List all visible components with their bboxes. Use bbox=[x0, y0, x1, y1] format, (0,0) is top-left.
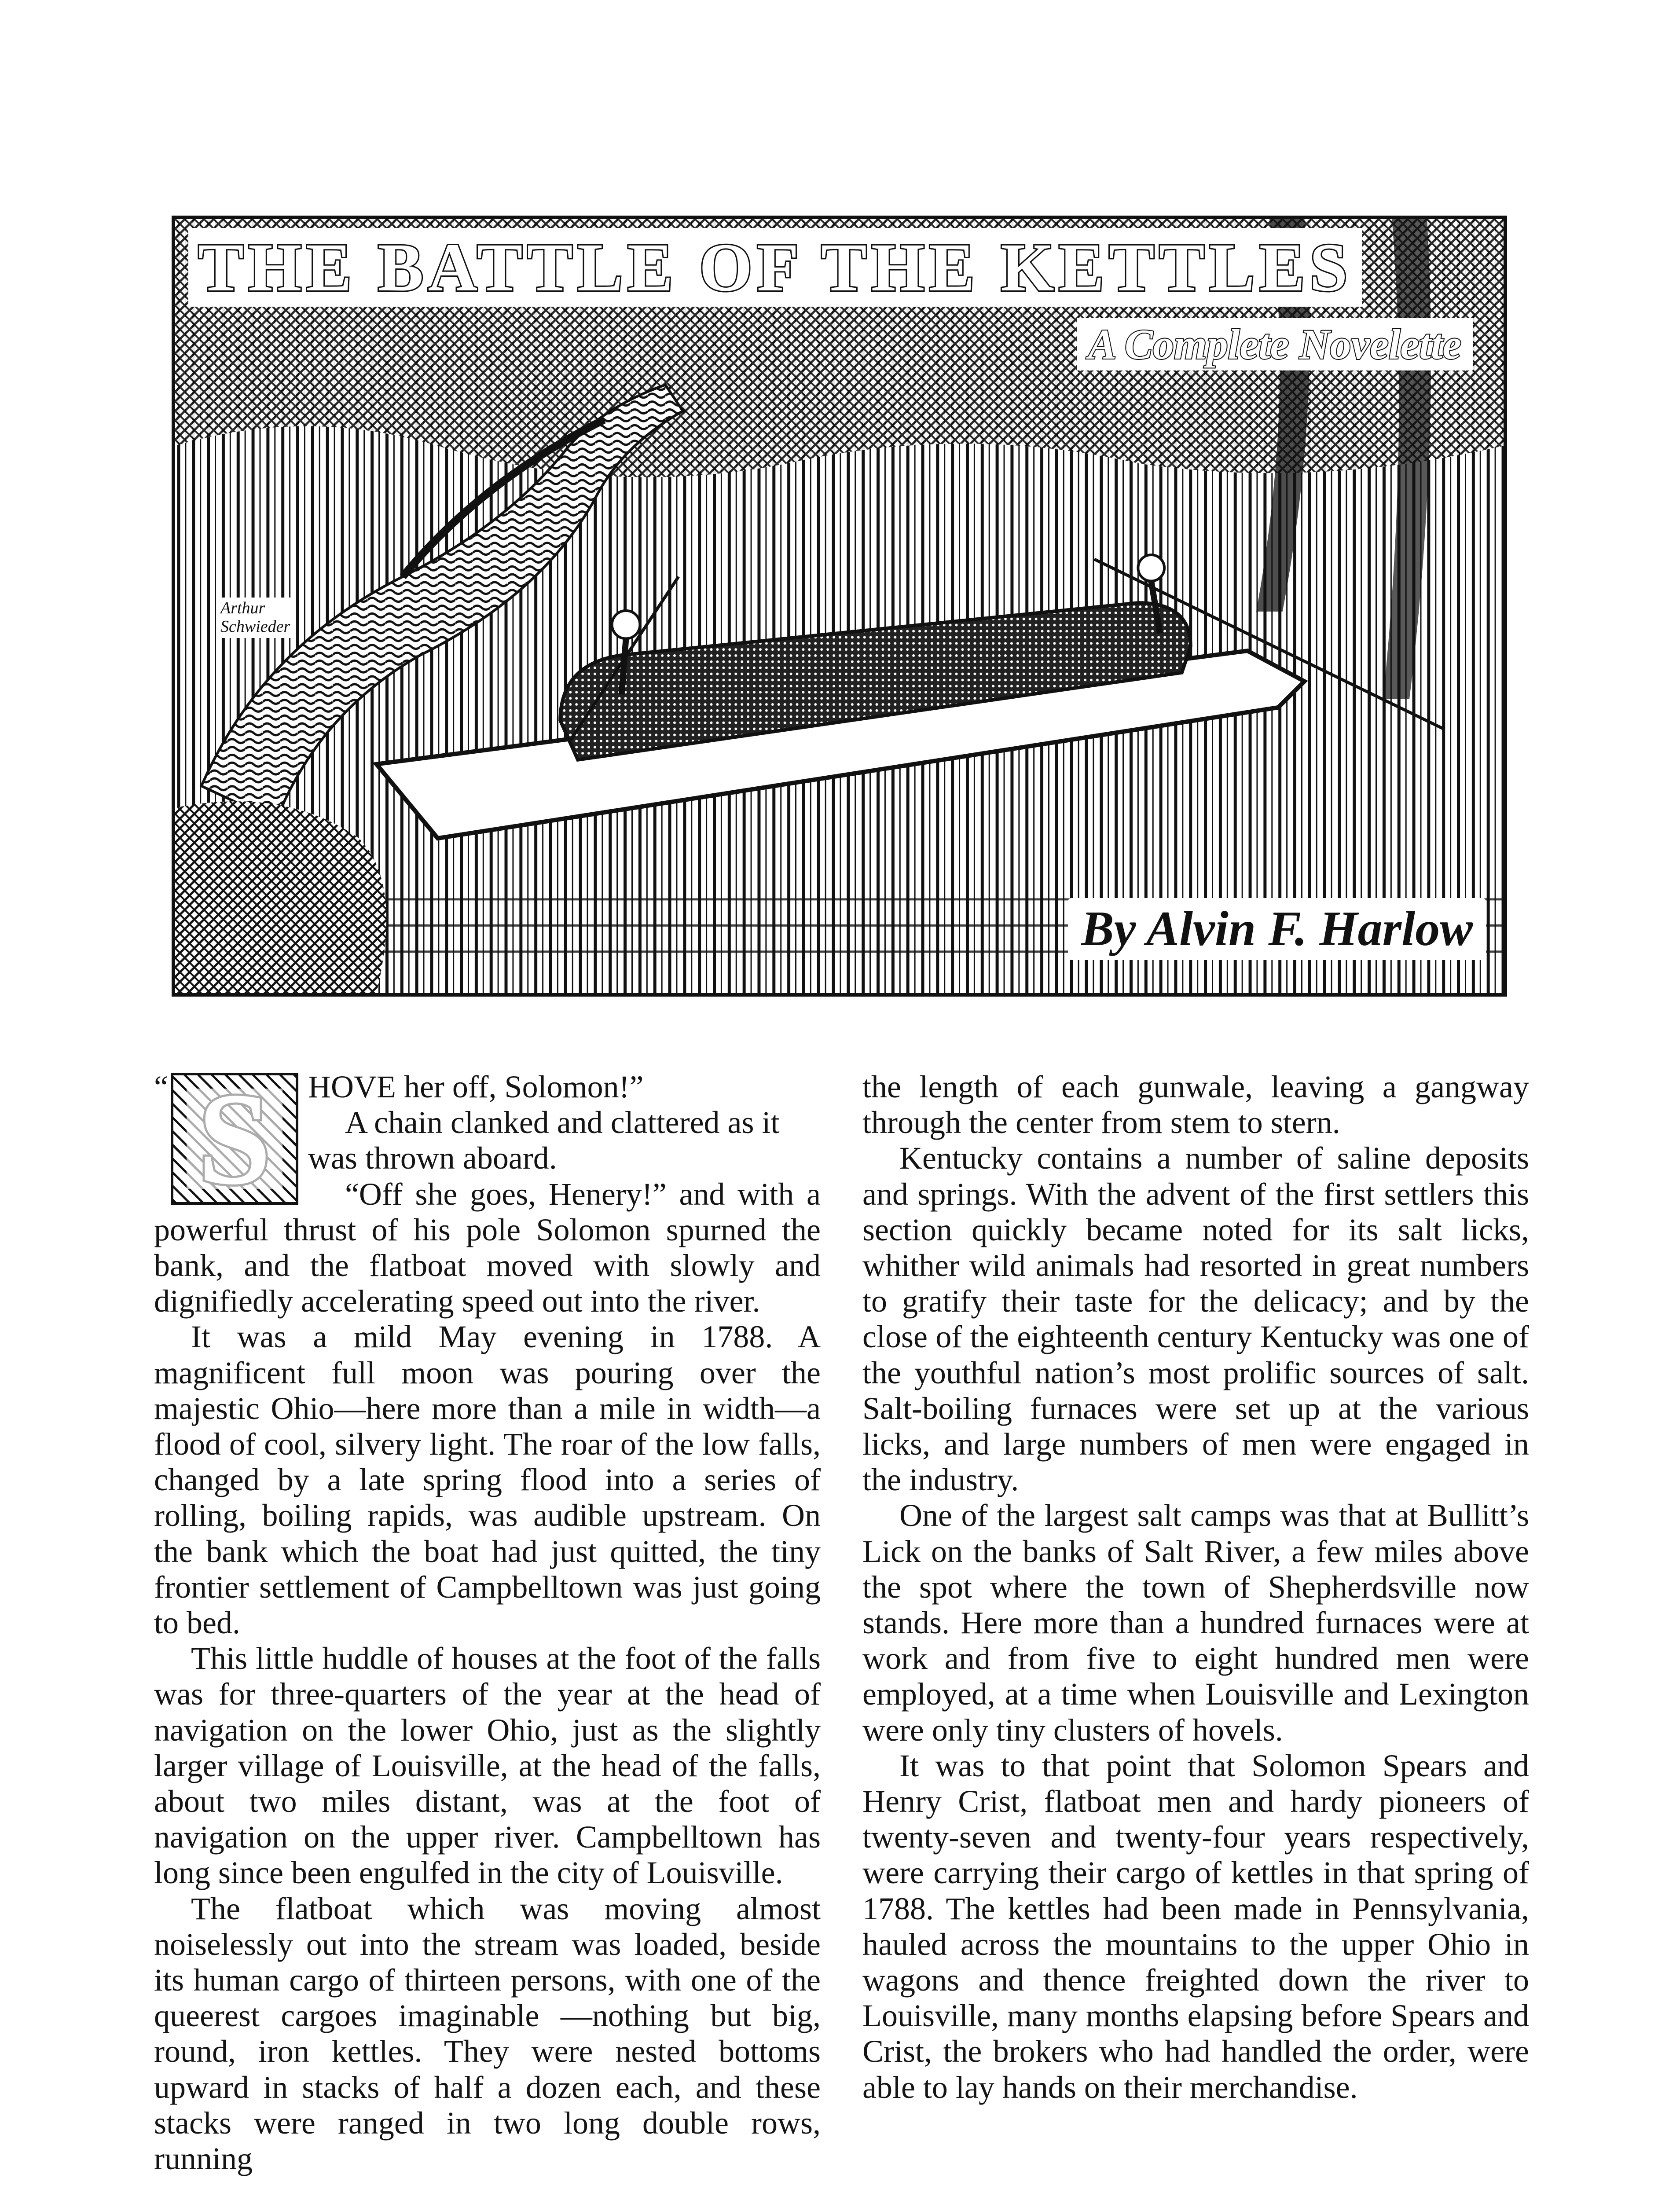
text-column-left bbox=[154, 1069, 821, 2177]
story-title: THE BATTLE OF THE KETTLES bbox=[188, 228, 1362, 307]
paragraph: This little huddle of houses at the foot of the falls was for three-quarters of the year at the head of navigation on the lower Ohio, just as the slightly larger village of Louisville, at the head of the falls, about two miles distant, was at the foot of navigation on the upper river. Campbelltown has long since been engulfed in the city of Louisville. bbox=[154, 1641, 821, 1891]
paragraph: the length of each gunwale, leaving a gangway through the center from stem to stern. bbox=[862, 1069, 1529, 1140]
paragraph: It was to that point that Solomon Spears and Henry Crist, flatboat men and hardy pioneers of twenty-seven and twenty-four years respectively, were carrying their cargo of kettles in that spring of 1788. The kettles had been made in Pennsylvania, hauled across the mountains to the upper Ohio in wagons and thence freighted down the river to Louisville, many months elapsing before Spears and Crist, the brokers who had handled the order, were able to lay hands on their merchandise. bbox=[862, 1748, 1529, 2105]
drop-cap-initial bbox=[171, 1073, 298, 1205]
header-illustration bbox=[172, 216, 1507, 997]
paragraph: The flatboat which was moving almost noiselessly out into the stream was loaded, beside its human cargo of thirteen persons, with one of the queerest cargoes imaginable —nothing but big, round, iron kettles. They were nested bottoms upward in stacks of half a dozen each, and these stacks were ranged in two long double rows, running bbox=[154, 1891, 821, 2177]
opening-line: HOVE her off, Solomon!” bbox=[308, 1069, 644, 1104]
story-subtitle: A Complete Novelette bbox=[1077, 318, 1473, 370]
paragraph: One of the largest salt camps was that at Bullitt’s Lick on the banks of Salt River, a few miles above the spot where the town of Shepherdsville now stands. Here more than a hundred furnaces were at work and from five to eight hundred men were employed, at a time when Louisville and Lexington were only tiny clusters of hovels. bbox=[862, 1498, 1529, 1748]
paragraph: Kentucky contains a number of saline deposits and springs. With the advent of the first settlers this section quickly became noted for its salt licks, whither wild animals had resorted in great numbers to gratify their taste for the delicacy; and by the close of the eighteenth century Kentucky was one of the youthful nation’s most prolific sources of salt. Salt-boiling furnaces were set up at the various licks, and large numbers of men were engaged in the industry. bbox=[862, 1140, 1529, 1498]
paragraph: “Off she goes, Henery!” and with a powerful thrust of his pole Solomon spurned the bank, and the flatboat moved with slowly and dignifiedly accelerating speed out into the river. bbox=[154, 1176, 821, 1319]
paragraph-opening bbox=[154, 1069, 821, 1105]
paragraph: A chain clanked and clattered as it was thrown aboard. bbox=[308, 1105, 780, 1176]
artist-signature bbox=[217, 598, 293, 638]
author-byline: By Alvin F. Harlow bbox=[1068, 898, 1486, 960]
artist-signature-line2: Schwieder bbox=[220, 617, 290, 636]
text-column-right bbox=[862, 1069, 1529, 2105]
opening-quote-mark: “ bbox=[154, 1069, 168, 1104]
paragraph: It was a mild May evening in 1788. A magnificent full moon was pouring over the majestic Ohio—here more than a mile in width—a flood of cool, silvery light. The roar of the low falls, changed by a late spring flood into a series of rolling, boiling rapids, was audible upstream. On the bank which the boat had just quitted, the tiny frontier settlement of Campbelltown was just going to bed. bbox=[154, 1319, 821, 1641]
artist-signature-line1: Arthur bbox=[220, 599, 265, 617]
